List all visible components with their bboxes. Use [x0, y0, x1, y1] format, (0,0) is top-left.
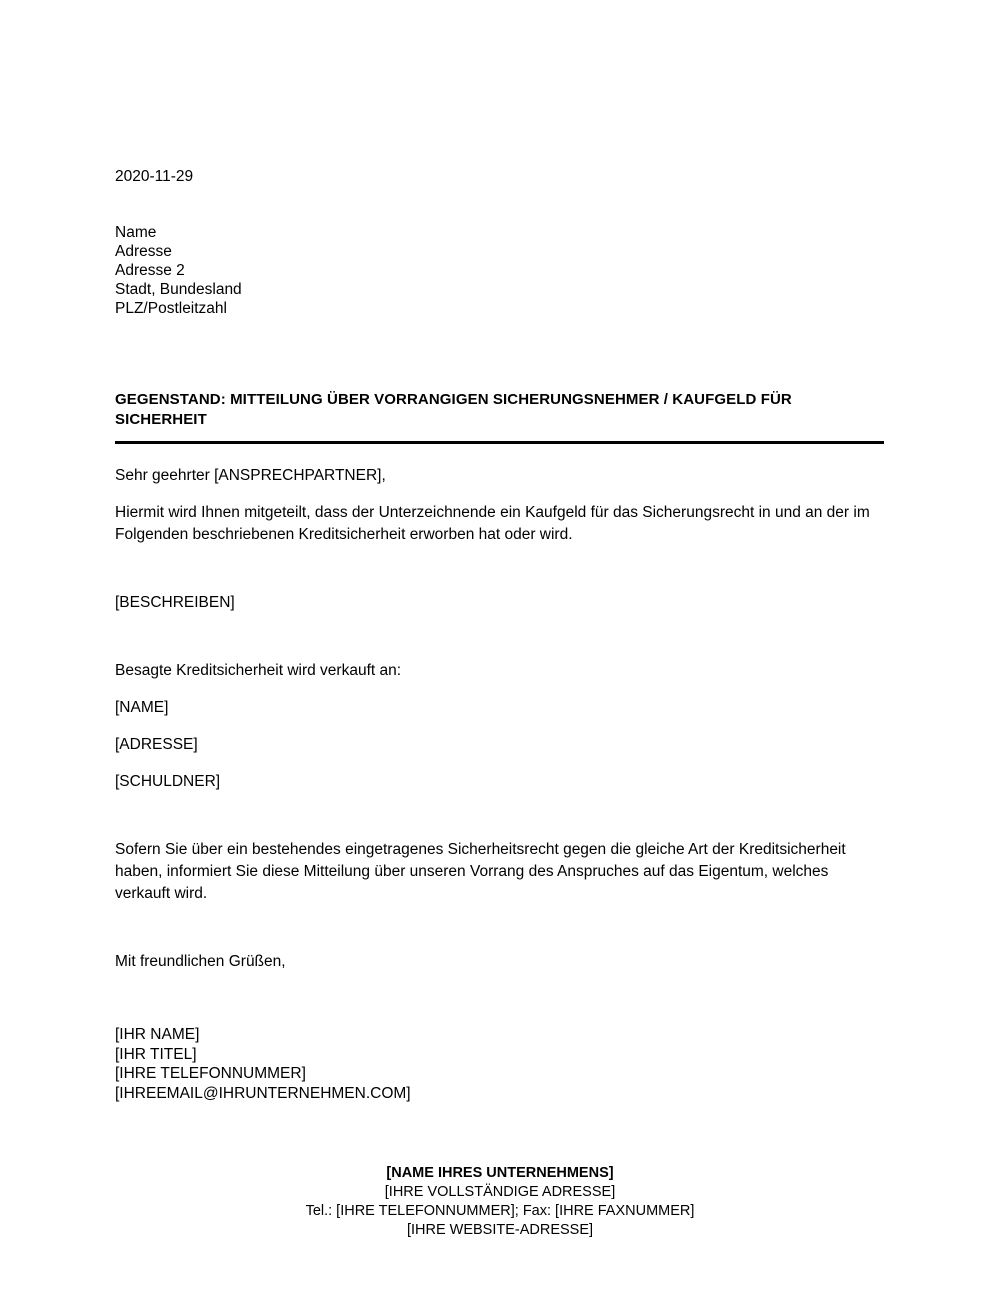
- footer-company-name: [NAME IHRES UNTERNEHMENS]: [386, 1165, 614, 1181]
- signature-spacer: [115, 973, 884, 1025]
- spacer: [115, 682, 884, 697]
- buyer-address-placeholder: [ADRESSE]: [115, 736, 198, 753]
- recipient-name: Name: [115, 224, 157, 241]
- subject-section: [115, 390, 884, 444]
- spacer: [115, 487, 884, 502]
- recipient-address-2: Adresse 2: [115, 262, 185, 279]
- recipient-address-block: [115, 223, 242, 318]
- salutation: Sehr geehrter [ANSPRECHPARTNER],: [115, 467, 386, 484]
- spacer: [115, 719, 884, 734]
- footer-website: [IHRE WEBSITE-ADRESSE]: [406, 1222, 594, 1238]
- footer-contact: Tel.: [IHRE TELEFONNUMMER]; Fax: [IHRE FAXNUMMER]: [305, 1203, 695, 1219]
- debtor-placeholder: [SCHULDNER]: [115, 773, 221, 790]
- sale-intro-line: Besagte Kreditsicherheit wird verkauft an:: [115, 662, 402, 679]
- subject-heading: GEGENSTAND: MITTEILUNG ÜBER VORRANGIGEN SICHERUNGSNEHMER / KAUFGELD FÜR SICHERHEIT: [115, 391, 792, 428]
- signature-phone: [IHRE TELEFONNUMMER]: [115, 1065, 306, 1082]
- spacer: [115, 546, 884, 592]
- signature-block: [115, 1025, 884, 1103]
- signature-email: [IHREEMAIL@IHRUNTERNEHMEN.COM]: [115, 1084, 411, 1102]
- spacer: [115, 905, 884, 951]
- page-footer: [0, 1164, 1000, 1240]
- closing-salutation: Mit freundlichen Grüßen,: [115, 953, 286, 970]
- intro-paragraph: Hiermit wird Ihnen mitgeteilt, dass der Unterzeichnende ein Kaufgeld für das Sicherungsrecht in und an der im Folgenden beschriebenen Kreditsicherheit erworben hat oder wird.: [115, 504, 870, 543]
- signature-name: [IHR NAME]: [115, 1026, 200, 1043]
- subject-divider-rule: [115, 441, 884, 444]
- signature-title: [IHR TITEL]: [115, 1045, 197, 1063]
- recipient-address-1: Adresse: [115, 243, 172, 260]
- describe-placeholder: [BESCHREIBEN]: [115, 594, 235, 611]
- letter-body: [115, 465, 884, 1103]
- buyer-name-placeholder: [NAME]: [115, 699, 169, 716]
- spacer: [115, 614, 884, 660]
- letter-date: 2020-11-29: [115, 168, 194, 185]
- recipient-postal-code: PLZ/Postleitzahl: [115, 300, 227, 317]
- footer-address: [IHRE VOLLSTÄNDIGE ADRESSE]: [384, 1184, 616, 1200]
- recipient-city-state: Stadt, Bundesland: [115, 281, 242, 298]
- priority-notice-paragraph: Sofern Sie über ein bestehendes eingetragenes Sicherheitsrecht gegen die gleiche Art der Kreditsicherheit haben, informiert Sie diese Mitteilung über unseren Vorrang des Anspruches auf das Eigentum, welches verkauft wird.: [115, 841, 846, 902]
- spacer: [115, 793, 884, 839]
- spacer: [115, 756, 884, 771]
